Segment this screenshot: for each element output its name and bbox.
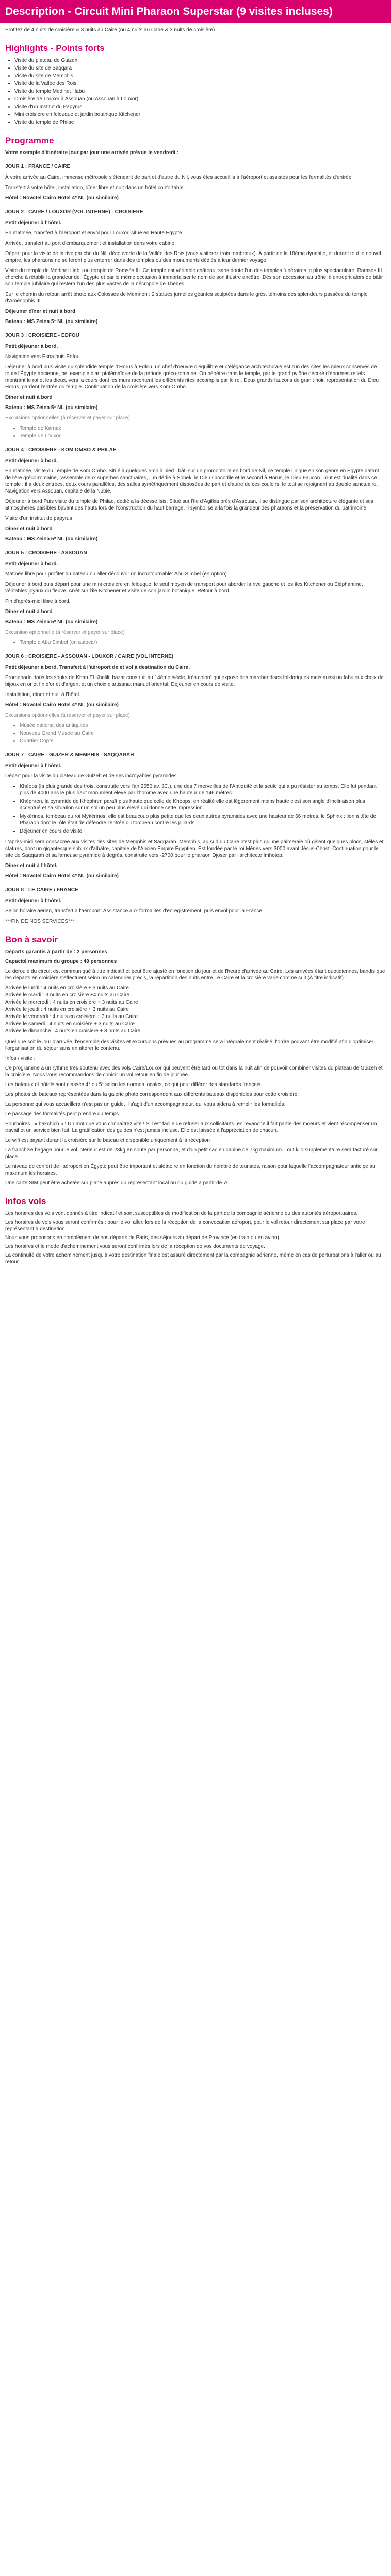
day-paragraph: Dîner et nuit à bord	[5, 609, 53, 615]
info-paragraph: Ce programme a un rythme très soutenu avec des vols Caire/Louxor qui peuvent être tard ou tôt dans la nuit afin de pouvoir combiner visites du plateau de Guizeh et la croisière. Nous vous recommandons de choisir un vol retour en fin de journée.	[5, 1065, 383, 1078]
excursion-item: • Temple d'Abu Simbel (en autocar)	[20, 639, 386, 646]
day-paragraph: Petit déjeuner à l'hôtel.	[5, 763, 62, 769]
day-paragraph: Selon horaire aérien, transfert à l'aéroport. Assistance aux formalités d'enregistrement, puis envol pour la France	[5, 908, 262, 914]
day-title: JOUR 2 : CAIRE / LOUXOR (VOL INTERNE) - CROISIERE	[5, 209, 143, 215]
day-section	[5, 163, 386, 201]
day-paragraph: ***FIN DE NOS SERVICES***	[5, 919, 74, 924]
highlight-item: • Croisière de Louxor à Assouan (ou Assouan à Louxor)	[14, 96, 391, 103]
day-section	[5, 752, 386, 879]
arrival-line: Arrivée le samedi : 4 nuits en croisière + 3 nuits au Caire	[5, 1021, 135, 1027]
day-paragraph: Petit déjeuner à bord.	[5, 458, 58, 464]
day-paragraph: Départ pour la visite du plateau de Guizeh et de ses incroyables pyramides:	[5, 773, 178, 779]
excursion-item: • Musée national des antiquités	[20, 722, 386, 729]
info-paragraph: Le déroulé du circuit est communiqué à titre indicatif et peut être ajusté en fonction du jour et de l'heure d'arrivée au Caire. Les arrivées étant quotidiennes, bandis que les départs en croisière s'effectuent selon un calendrier précis, la répartition des nuits entre Le Caire et la croisière varie comme suit (À titre indicatif) :	[5, 969, 385, 981]
day-paragraph: Bateau : MS Zeina 5* NL (ou similaire)	[5, 405, 98, 411]
arrival-line: Arrivée le jeudi : 4 nuits en croisière + 3 nuits au Caire	[5, 1007, 129, 1012]
infos-vols-block	[5, 1210, 386, 1265]
day-title: JOUR 7 : CAIRE - GUIZEH & MEMPHIS - SAQQARAH	[5, 752, 134, 758]
day-paragraph: Navigation vers Esna puis Edfou.	[5, 354, 82, 360]
excursion-item: • Temple de Karnak	[20, 425, 386, 432]
day-paragraph: À votre arrivée au Caire, immense métropole s'étendant de part et d'autre du Nil, vous êtes accueillis à l'aéroport et assistés pour les formalités d'entrée.	[5, 175, 353, 180]
bon-a-savoir-paras-before	[5, 968, 386, 981]
info-paragraph: La personne qui vous accueillera n'est pas un guide, il s'agit d'un accompagnateur, qui vous aidera à remplir les formalités.	[5, 1101, 286, 1107]
highlights-list	[0, 57, 391, 126]
day-section	[5, 447, 386, 543]
capacity-line: Capacité maximum du groupe : 49 personnes	[5, 959, 117, 964]
excursion-item: • Nouveau Grand Musée au Caire	[20, 730, 386, 737]
day-bullet: • Khéops (la plus grande des trois, construite vers l'an 2650 av. JC.), une des 7 merveilles de l'Antiquité et la seule qui a pu résister au temps. Elle fut pendant plus de 4000 ans le plus haut monument élevé par l'homme avec une hauteur de 146 mètres.	[20, 783, 386, 796]
day-paragraph: En matinée, visite du Temple de Kom Ombo. Situé à quelques 5mn à pied : bâti sur un promontoire en bord de Nil, ce temple unique en son genre en Égypte datant de l'ère gréco-romaine, rassemble deux superbes sanctuaires, l'un dédié à Sobek, le Dieu Crocodile et le second à Horus, le Dieu Faucon. Tout est dualité dans ce temple : il a deux entrées, deux cours parallèles, des salles symétriquement disposées de part et d'autre de ces couloirs, le tout se rejoignant au double sanctuaire. Navigation vers Assouan, capitale de la Nubie.	[5, 468, 379, 494]
day-section	[5, 550, 386, 646]
highlight-item: • Visite du site de Saqqara	[14, 65, 391, 72]
arrival-line: Arrivée le vendredi : 4 nuits en croisière + 3 nuits au Caire	[5, 1014, 138, 1020]
day-paragraph: Arrivée, transfert au port d'embarquement et installation dans votre cabine.	[5, 241, 176, 246]
info-paragraph: Infos / visite :	[5, 1056, 36, 1061]
day-section	[5, 653, 386, 744]
day-paragraph: Dîner et nuit à l'hôtel.	[5, 863, 58, 869]
day-paragraph: Hôtel : Novotel Cairo Hotel 4* NL (ou similaire)	[5, 195, 119, 201]
day-paragraph: En matinée, transfert à l'aéroport et envol pour Louxor, situé en Haute Egypte.	[5, 230, 184, 236]
flight-info-paragraph: Nous vous proposons en complément de nos départs de Paris, des séjours au départ de Province (en train ou en avion).	[5, 1235, 281, 1241]
programme-lead: Votre exemple d'itinéraire jour par jour une arrivée prévue le vendredi :	[5, 150, 179, 156]
day-title: JOUR 3 : CROISIERE - EDFOU	[5, 333, 79, 338]
day-paragraph: Dîner et nuit à bord	[5, 395, 53, 400]
day-paragraph: Petit déjeuner à l'hôtel.	[5, 898, 62, 904]
excursions-label: Excursion optionnelle (à réserver et payer sur place)	[5, 630, 125, 635]
programme-days	[0, 163, 391, 925]
day-title: JOUR 8 : LE CAIRE / FRANCE	[5, 887, 78, 893]
day-paragraph: Dîner et nuit à bord	[5, 526, 53, 532]
day-bullet: • Mykérinos, tombeau du roi Mykérinos, elle est beaucoup plus petite que les deux autres pyramides avec une hauteur de 66 mètres. le Sphinx : lion à tête de Pharaon dont le rôle était de défendre l'entrée du tombeau contre les pillards.	[20, 813, 386, 826]
day-section	[5, 332, 386, 439]
excursions-label: Excursions optionnelles (à réserver et payer sur place)	[5, 713, 130, 718]
info-paragraph: La franchise bagage pour le vol intérieur est de 23kg en soute par personne, et d'un petit sac en cabine de 7kg maximum. Tout kilo supplémentaire sera facturé sur place.	[5, 1147, 378, 1160]
highlight-item: • Visite du temple Medinet Habu	[14, 88, 391, 95]
info-paragraph: Le niveau de confort de l'aéroport en Égypte peut être important et aléatoire en fonction du nombre de touristes, raison pour laquelle l'accompagnateur anticipe au maximum les horaires.	[5, 1164, 376, 1176]
arrival-line: Arrivée le mardi : 3 nuits en croisière +4 nuits au Caire	[5, 992, 129, 998]
bon-a-savoir-block	[5, 948, 386, 1187]
highlight-item: • Visite du temple de Philae	[14, 119, 391, 126]
day-title: JOUR 5 : CROISIERE - ASSOUAN	[5, 550, 87, 556]
info-paragraph: Une carte SIM peut être achetée sur place auprès du représentant local ou du guide à partir de 7€	[5, 1180, 230, 1186]
day-paragraph: Bateau : MS Zeina 5* NL (ou similaire)	[5, 619, 98, 625]
page-title: Description - Circuit Mini Pharaon Superstar (9 visites incluses)	[0, 0, 391, 23]
intro-text: Profitez de 4 nuits de croisière & 3 nuits au Caire (ou 4 nuits au Caire & 3 nuits de croisière)	[5, 27, 215, 33]
arrival-line: Arrivée le dimanche : 4 nuits en croisière + 3 nuits au Caire	[5, 1028, 141, 1034]
flight-info-paragraph: Les horaires des vols vont donnés à titre indicatif et sont susceptibles de modification de la part de la compagnie aérienne ou des autorités aéroportuaires.	[5, 1211, 358, 1216]
arrival-line: Arrivée le mercredi : 4 nuits en croisière + 3 nuits au Caire	[5, 999, 138, 1005]
excursions-label: Excursions optionnelles (à réserver et payer sur place)	[5, 415, 130, 421]
arrival-nights-list	[5, 985, 386, 1035]
day-bullet: • Khéphren, la pyramide de Khéphren paraît plus haute que celle de Khéops, en réalité elle est légèrement moins haute c'est son angle d'inclinaison plus accentué et sa situation sur un sol un peu plus élevé qui donne cette impression.	[20, 798, 386, 811]
excursion-item: • Quartier Copte	[20, 738, 386, 744]
info-paragraph: Les photos de bateaux représentées dans la galerie photo correspondent aux différents bateaux disponibles pour cette croisière.	[5, 1092, 299, 1097]
day-paragraph: Petit déjeuner à bord.	[5, 561, 58, 567]
info-paragraph: Pourboires : « bakchich » ! Un mot que vous connaîtrez vite ! S'il est facile de refuser aux sollicitants, en revanche il fait partie des moeurs et vient récompenser un travail et un service bien fait. La gratification des guides n'est jamais incluse. Elle est laissée à l'appréciation de chacun.	[5, 1121, 377, 1133]
day-paragraph: Visite du temple de Médinet Habu ou temple de Ramsès III. Ce temple est véritable château, sans doute l'un des temples funéraires le plus spectaculaire. Ramsès III cherche à rétablir la grandeur de l'Égypte et par le même occasion à immortaliser le nom de son illustre ancêtre. Dès son accession au trône, il entreprit alors de bâtir son temple jubilaire qui restera l'un des plus vastes de la nécropole de Thèbes.	[5, 268, 383, 287]
day-paragraph: Installation, dîner et nuit à l'hôtel.	[5, 692, 80, 698]
day-title: JOUR 6 : CROISIERE - ASSOUAN - LOUXOR / CAIRE (VOL INTERNE)	[5, 654, 174, 659]
day-paragraph: Fin d'après-midi libre à bord.	[5, 599, 71, 604]
day-paragraph: Bateau : MS Zeina 5* NL (ou similaire)	[5, 536, 98, 542]
day-bullets	[5, 783, 386, 835]
day-paragraph: Matinée libre pour profiter du bateau ou aller découvrir un incontournable: Abu Simbel (en option).	[5, 571, 229, 577]
excursions-list	[5, 639, 386, 646]
day-bullet: • Déjeuner en cours de visite.	[20, 828, 386, 835]
highlight-item: • Visite du plateau de Guizeh	[14, 57, 391, 64]
highlight-item: • Visite d'un Institut du Papyrus	[14, 104, 391, 110]
highlights-heading: Highlights - Points forts	[5, 43, 105, 53]
highlight-item: • Visite de la Vallée des Rois	[14, 80, 391, 87]
day-title: JOUR 4 : CROISIERE - KOM OMBO & PHILAE	[5, 447, 117, 453]
excursion-item: • Temple de Louxor	[20, 433, 386, 439]
day-paragraph: Promenade dans les souks de Khan El Khalili: bazar construit au 14ème siècle, très coloré qui expose des marchandises folkloriques mais aussi un fabuleux choix de bijoux en or et fin d'or et d'argent et un choix d'artisanat manuel oriental. Déjeuner en cours de visite.	[5, 675, 384, 687]
day-paragraph: L'après-midi sera consacrée aux visites des sites de Memphis et Saqqarah. Memphis, au sud du Caire n'est plus qu'une palmeraie où gisent quelques blocs, stèles et statues, dont un gigantesque sphinx d'albâtre, capitale de l'Ancien Empire Égyptien. Est fondée par le roi Ménès vers 3000 avant Jésus-Christ. Continuation pour le site de Saqqarah et sa fameuse pyramide à degrés, construite vers -2700 pour le pharaon Djoser par l'architecte Imhotep.	[5, 839, 384, 858]
day-paragraph: Visite d'un institut de papyrus	[5, 516, 72, 521]
infos-vols-heading: Infos vols	[5, 1196, 46, 1206]
day-paragraph: Petit déjeuner à bord.	[5, 344, 58, 349]
day-paragraph: Bateau : MS Zeina 5* NL (ou similaire)	[5, 319, 98, 325]
programme-heading: Programme	[5, 135, 54, 145]
info-paragraph: Le passage des formalités peut prendre du temps	[5, 1111, 119, 1117]
highlight-item: • Mini croisière en felouque et jardin botanique Kitchener	[14, 111, 391, 118]
highlight-item: • Visite du site de Memphis	[14, 73, 391, 79]
day-paragraph: Petit déjeuner à bord. Transfert à l'aéroport de et vol à destination du Caire.	[5, 665, 190, 670]
departures-line: Départs garantis à partir de : 2 personnes	[5, 949, 107, 955]
info-paragraph: Les bateaux et hôtels sont classés 4* ou 5* selon les normes locales, ce qui peut différer des standards français.	[5, 1082, 262, 1088]
flight-info-paragraph: Les horaires de vols vous seront confirmés : pour le vol aller, lors de la réception de la convocation aéroport, pour le vol retour directement sur place par votre représentant à destination.	[5, 1219, 365, 1232]
excursions-list	[5, 425, 386, 439]
day-title: JOUR 1 : FRANCE / CAIRE	[5, 164, 71, 170]
day-paragraph: Départ pour la visite de la rive gauche du Nil, découverte de la Vallée des Rois (vous visiterez trois tombeaux). À partir de la 18ème dynastie, et durant tout le nouvel empire, les pharaons ne se feront plus enterrer dans des temples ou des monuments dédiés à leur dernier voyage.	[5, 251, 381, 263]
day-section	[5, 209, 386, 325]
info-paragraph: Quel que soit le jour d'arrivée, l'ensemble des visites et excursions prévues au programme sera intégralement réalisé, l'ordre pouvant être modifié afin d'optimiser l'organisation du séjour sans en altérer le contenu.	[5, 1039, 374, 1052]
flight-info-paragraph: Les horaires et le mode d'acheminement vous seront confirmés lors de la réception de vos documents de voyage.	[5, 1244, 265, 1249]
info-paragraph: Le wifi est payant durant la croisière sur le bateau et disponible uniquement à la réception	[5, 1138, 210, 1143]
day-paragraph: Déjeuner à bord Puis visite du temple de Philae, dédié a la déesse Isis. Situé sur l'île d'Agilkia près d'Assouan, il se distingue par son architecture élégante et ses atmosphères paisibles bavant des hauts lors de l'construction du haut barrage. Il symbolise a la fois la grandeur des pharaons et la préservation du patrimoine.	[5, 499, 373, 511]
day-paragraph: Déjeuner à bord puis départ pour une mini croisière en felouque, le seul moyen de transport pour aborder la rive gauche et les îles Kitchener ou Eléphantine, véritables joyaux du fleuve. Arrêt sur l'île Kitchener et visite de son jardin botanique. Retour à bord.	[5, 582, 363, 594]
arrival-line: Arrivée le lundi : 4 nuits en croisière + 3 nuits au Caire	[5, 985, 129, 991]
excursions-list	[5, 722, 386, 744]
day-paragraph: Déjeuner à bord puis visite du splendide temple d'Horus à Edfou, un chef d'oeuvre d'équilibre et d'élégance architecturale est l'un des sites les mieux conservés de toute l'Égypte ancienne, bel exemple d'art ptolémaïque de la période gréco-romaine. On pénètre dans le temple, par le grand pylône décoré d'énormes reliefs montrant le roi et les dieux, vers la cours dont les murs racontent les différents rites accomplis par le roi. Deux grands faucons de granit noir, représentation du Dieu Horus, gardent l'entrée du temple. Continuation de la croisière vers Kom Ombo.	[5, 364, 379, 390]
bon-a-savoir-heading: Bon à savoir	[5, 935, 58, 944]
day-paragraph: Hôtel : Novotel Cairo Hotel 4* NL (ou similaire)	[5, 873, 119, 879]
day-paragraph: Hôtel : Novotel Cairo Hotel 4* NL (ou similaire)	[5, 702, 119, 708]
bon-a-savoir-paras-after	[5, 1039, 386, 1187]
day-paragraph: Petit déjeuner à l'hôtel.	[5, 220, 62, 226]
flight-info-paragraph: La continuité de votre acheminement jusqu'à votre destination finale est assuré directement par la compagnie aérienne, même en cas de perturbations à l'aller ou au retour.	[5, 1252, 381, 1265]
day-paragraph: Sur le chemin du retour, arrêt photo aux Colosses de Memnon : 2 statues jumelles géantes sculptées dans le grès, témoins des splendeurs passées du temple d'Aménophis III.	[5, 292, 368, 304]
day-section	[5, 887, 386, 925]
day-paragraph: Déjeuner dîner et nuit à bord	[5, 309, 76, 314]
day-paragraph: Transfert à votre hôtel, installation, dîner libre et nuit dans un hôtel confortable.	[5, 185, 185, 191]
